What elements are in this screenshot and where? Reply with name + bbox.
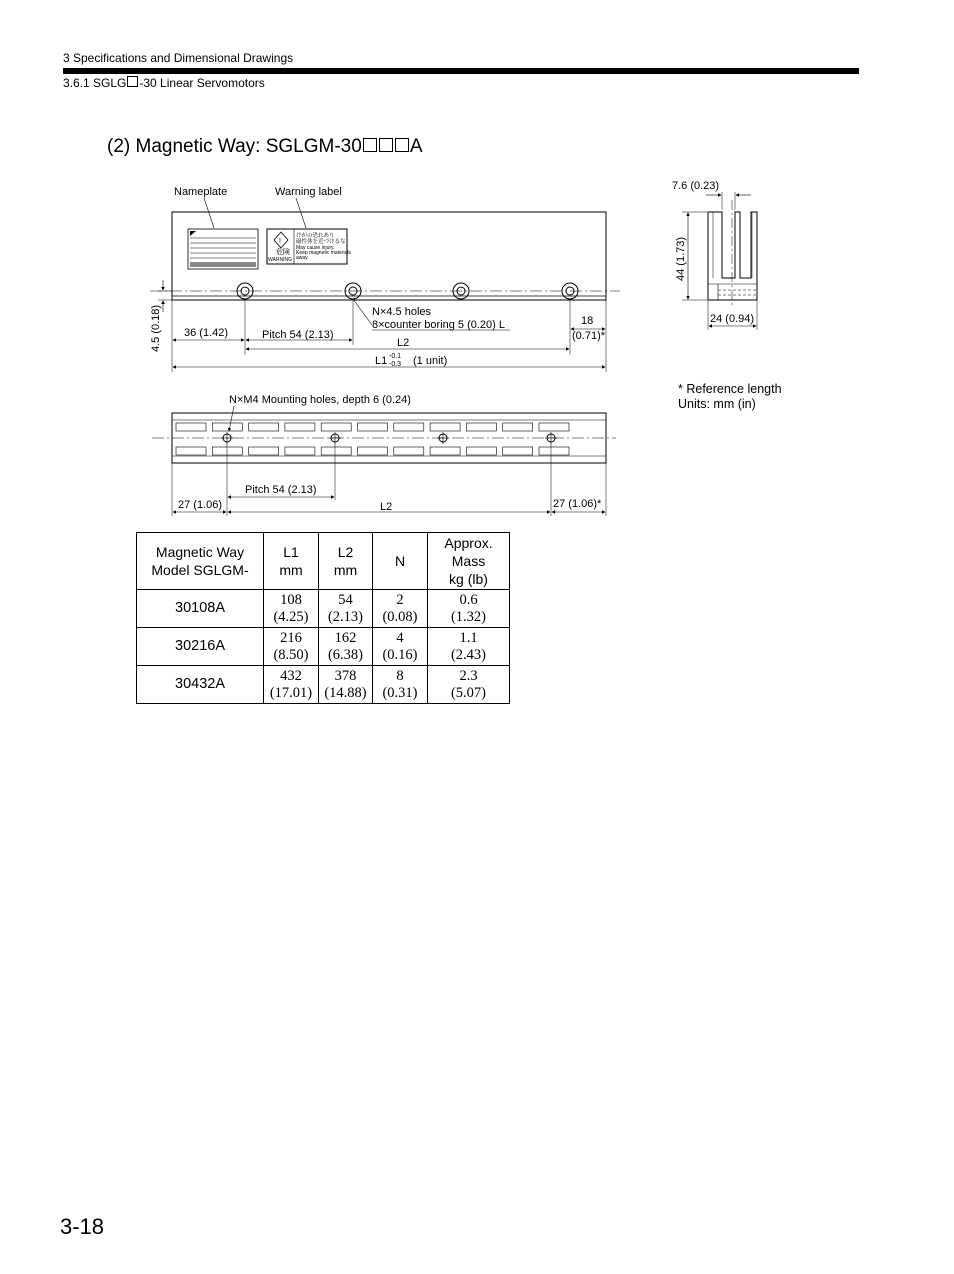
table-row bbox=[137, 590, 510, 628]
dim-unit: (1 unit) bbox=[413, 355, 448, 367]
bottom-dim-left: 27 (1.06) bbox=[178, 499, 223, 511]
bottom-dim-right: 27 (1.06)* bbox=[553, 498, 602, 510]
cell-mass: 2.3 (5.07) bbox=[428, 666, 510, 704]
mounting-hole bbox=[437, 432, 449, 444]
placeholder-box-icon bbox=[363, 138, 377, 152]
warning-jp-line1: けがの恐れあり bbox=[296, 233, 335, 239]
table-row bbox=[137, 628, 510, 666]
holes-callout-line2: 8×counter boring 5 (0.20) L bbox=[372, 319, 506, 331]
cell-model: 30216A bbox=[137, 628, 264, 666]
warning-label-caption: Warning label bbox=[275, 186, 342, 198]
holes-callout-line1: N×4.5 holes bbox=[372, 306, 432, 318]
magnet-pad bbox=[539, 423, 569, 431]
column-header-l1: L1 mm bbox=[264, 533, 319, 590]
magnet-pad bbox=[394, 423, 424, 431]
magnet-pad bbox=[539, 447, 569, 455]
cell-l1: 432 (17.01) bbox=[264, 666, 319, 704]
magnet-pad bbox=[285, 423, 315, 431]
magnet-pad bbox=[176, 447, 206, 455]
dim-side-width: 24 (0.94) bbox=[710, 313, 755, 325]
magnet-pad bbox=[249, 447, 279, 455]
reference-length-note: * Reference length bbox=[678, 382, 782, 396]
magnet-pad bbox=[212, 447, 242, 455]
magnet-pad bbox=[466, 423, 496, 431]
column-header-mass: Approx. Mass kg (lb) bbox=[428, 533, 510, 590]
column-header-l2: L2 mm bbox=[319, 533, 373, 590]
section-title bbox=[107, 136, 423, 158]
dim-side-height: 44 (1.73) bbox=[675, 236, 687, 281]
dim-edge-36: 36 (1.42) bbox=[184, 327, 229, 339]
mounting-hole bbox=[221, 432, 233, 444]
cell-mass: 1.1 (2.43) bbox=[428, 628, 510, 666]
dim-l2-top: L2 bbox=[397, 337, 410, 349]
cell-n: 4 (0.16) bbox=[373, 628, 428, 666]
magnet-pad bbox=[503, 423, 533, 431]
warning-caution-jp: 危険 bbox=[276, 249, 290, 256]
placeholder-box-icon bbox=[395, 138, 409, 152]
dim-l1-tol-upper: -0.1 bbox=[389, 353, 402, 360]
section-header bbox=[63, 76, 265, 90]
dim-18: 18 bbox=[581, 315, 594, 327]
magnet-pads-bottom bbox=[176, 447, 569, 455]
units-note: Units: mm (in) bbox=[678, 397, 756, 411]
cell-l2: 162 (6.38) bbox=[319, 628, 373, 666]
mounting-callout: N×M4 Mounting holes, depth 6 (0.24) bbox=[229, 394, 411, 406]
dim-l1: L1 bbox=[375, 355, 388, 367]
table-row bbox=[137, 666, 510, 704]
magnet-pad bbox=[430, 447, 460, 455]
magnet-pad bbox=[285, 447, 315, 455]
mounting-hole bbox=[329, 432, 341, 444]
cell-model: 30432A bbox=[137, 666, 264, 704]
magnet-pad bbox=[176, 423, 206, 431]
column-header-model: Magnetic Way Model SGLGM- bbox=[137, 533, 264, 590]
magnet-pad bbox=[358, 423, 388, 431]
warning-word: WARNING bbox=[268, 257, 292, 263]
warning-en-line2: Keep magnetic materials bbox=[296, 250, 352, 256]
dim-height-4-5: 4.5 (0.18) bbox=[150, 304, 162, 352]
cell-l1: 108 (4.25) bbox=[264, 590, 319, 628]
warning-en-line3: away. bbox=[296, 255, 309, 261]
bottom-dim-l2: L2 bbox=[380, 501, 393, 513]
mounting-hole bbox=[545, 432, 557, 444]
dim-pitch-54: Pitch 54 (2.13) bbox=[262, 329, 334, 341]
drawing-notes bbox=[678, 382, 782, 412]
magnet-pad bbox=[503, 447, 533, 455]
nameplate-graphic bbox=[188, 229, 258, 269]
placeholder-box-icon bbox=[127, 76, 138, 87]
cell-model: 30108A bbox=[137, 590, 264, 628]
warning-label-graphic bbox=[267, 229, 352, 264]
magnet-pad bbox=[321, 423, 351, 431]
cell-l1: 216 (8.50) bbox=[264, 628, 319, 666]
column-header-n: N bbox=[373, 533, 428, 590]
cell-n: 8 (0.31) bbox=[373, 666, 428, 704]
cell-l2: 54 (2.13) bbox=[319, 590, 373, 628]
section-header-suffix: -30 Linear Servomotors bbox=[139, 76, 265, 90]
magnet-pad bbox=[249, 423, 279, 431]
front-view-body bbox=[172, 212, 606, 300]
magnet-pads-top bbox=[176, 423, 569, 431]
dimensional-drawing bbox=[140, 175, 800, 525]
section-header-prefix: 3.6.1 SGLG bbox=[63, 76, 127, 90]
magnet-pad bbox=[466, 447, 496, 455]
table-header-row bbox=[137, 533, 510, 590]
nameplate-label: Nameplate bbox=[174, 186, 228, 198]
cell-mass: 0.6 (1.32) bbox=[428, 590, 510, 628]
side-view bbox=[708, 200, 757, 306]
dim-top-7-6: 7.6 (0.23) bbox=[672, 180, 720, 192]
header-rule bbox=[63, 68, 859, 74]
warning-jp-line2: 磁性体を近づけるな！ bbox=[296, 239, 352, 245]
magnet-pad bbox=[394, 447, 424, 455]
dim-0-71: (0.71)* bbox=[572, 330, 606, 342]
magnet-pad bbox=[358, 447, 388, 455]
magnet-pad bbox=[212, 423, 242, 431]
section-title-prefix: (2) Magnetic Way: SGLGM-30 bbox=[107, 136, 362, 157]
cell-l2: 378 (14.88) bbox=[319, 666, 373, 704]
bottom-dim-pitch: Pitch 54 (2.13) bbox=[245, 484, 317, 496]
magnet-pad bbox=[321, 447, 351, 455]
svg-text:!: ! bbox=[279, 238, 281, 245]
warning-en-line1: May cause injury. bbox=[296, 245, 335, 251]
magnet-pad bbox=[430, 423, 460, 431]
section-title-suffix: A bbox=[409, 136, 423, 157]
specifications-table bbox=[136, 532, 510, 704]
placeholder-box-icon bbox=[379, 138, 393, 152]
cell-n: 2 (0.08) bbox=[373, 590, 428, 628]
dim-l1-tol-lower: -0.3 bbox=[389, 361, 402, 368]
chapter-header: 3 Specifications and Dimensional Drawings bbox=[63, 51, 294, 65]
page-number: 3-18 bbox=[60, 1214, 105, 1239]
